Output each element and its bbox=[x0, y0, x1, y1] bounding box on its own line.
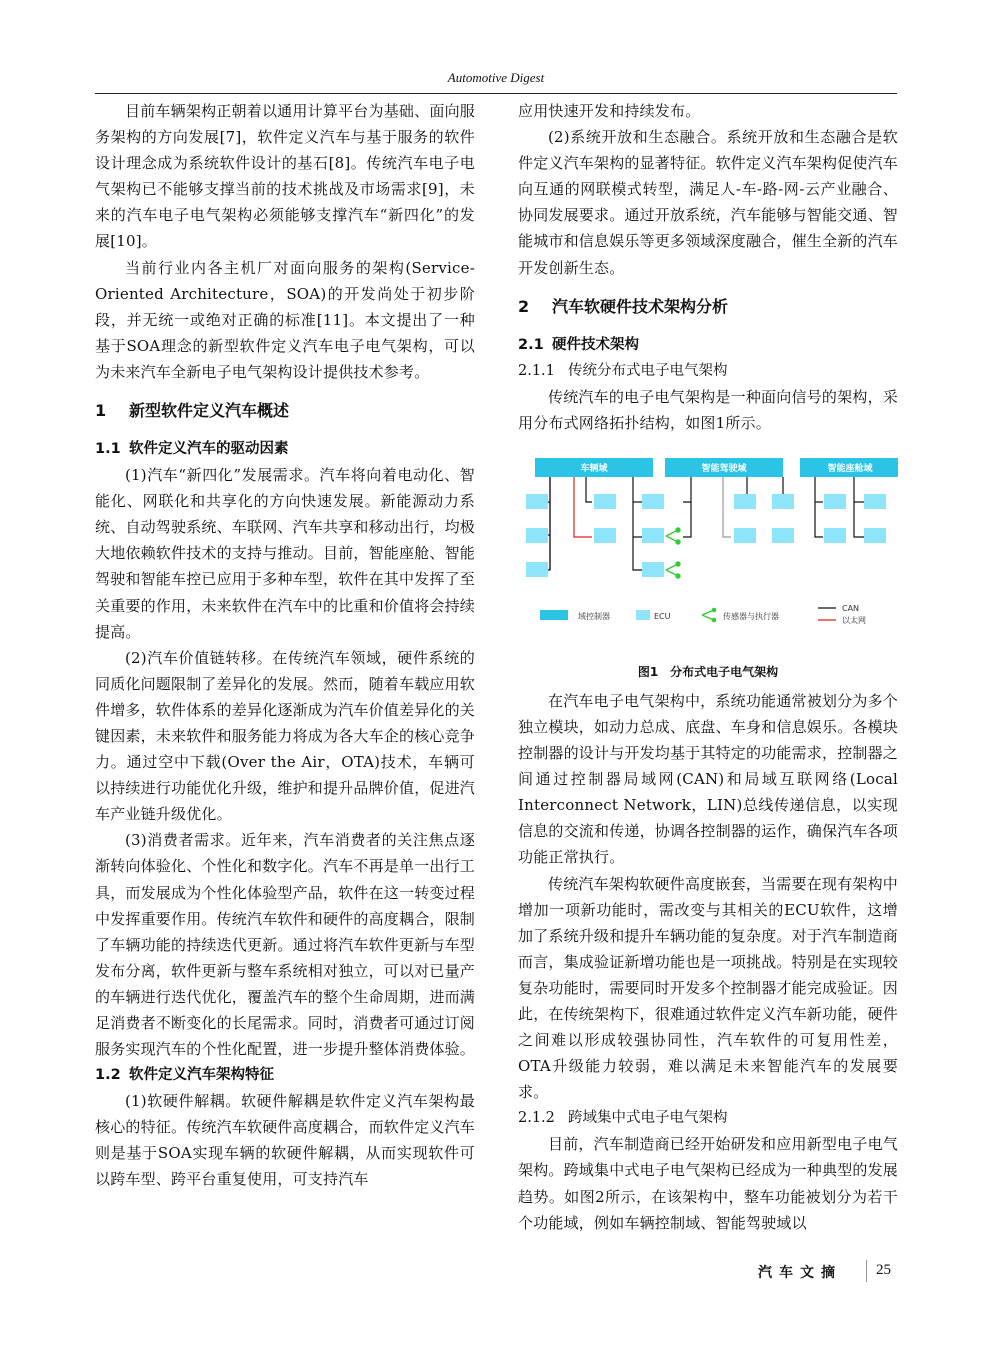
can-bus-lines bbox=[526, 477, 864, 570]
legend-domain-label: 域控制器 bbox=[578, 611, 610, 621]
section-heading-1: 1 新型软件定义汽车概述 bbox=[95, 401, 290, 421]
ecu-box bbox=[772, 528, 794, 543]
figure-caption: 图1 分布式电子电气架构 bbox=[637, 664, 779, 679]
ecu-box bbox=[734, 528, 756, 543]
paragraph: 目前车辆架构正朝着以通用计算平台为基础、面向服务架构的方向发展[7]，软件定义汽车与基于服务的软件设计理念成为系统软件设计的基石[8]。传统汽车电子电气架构已不能够支撑当前的技术挑战及市场需求[9]，未来的汽车电子电气架构必须能够支撑汽车“新四化”的发展[10]。 bbox=[95, 102, 475, 251]
ecu-box bbox=[594, 494, 616, 509]
grey-link bbox=[723, 477, 731, 537]
ecu-box bbox=[594, 528, 616, 543]
legend-eth-label: 以太网 bbox=[842, 615, 866, 625]
ecu-box bbox=[526, 528, 548, 543]
legend-domain-swatch bbox=[540, 610, 568, 620]
header-rule bbox=[95, 93, 897, 94]
paragraph: (2)汽车价值链转移。在传统汽车领域，硬件系统的同质化问题限制了差异化的发展。然而，随着车载应用软件增多，软件体系的差异化逐渐成为汽车价值差异化的关键因素，未来软件和服务能力将成为各大车企的核心竞争力。通过空中下载(Over the Air，OTA)技术，车辆可以持续进行功能优化升级，维护和提升品牌价值，促进汽车产业链升级优化。 bbox=[95, 648, 476, 824]
figure-1-diagram bbox=[518, 442, 898, 662]
left-column bbox=[95, 98, 475, 1193]
paragraph: (3)消费者需求。近年来，汽车消费者的关注焦点逐渐转向体验化、个性化和数字化。汽车不再是单一出行工具，而发展成为个性化体验型产品，软件在这一转变过程中发挥重要作用。传统汽车软件和硬件的高度耦合，限制了车辆功能的持续迭代更新。通过将汽车软件更新与车型发布分离，软件更新与整车系统相对独立，可以对已量产的车辆进行迭代优化，覆盖汽车的整个生命周期，进而满足消费者不断变化的长尾需求。同时，消费者可通过订阅服务实现汽车的个性化配置，进一步提升整体消费体验。 bbox=[95, 831, 476, 1059]
section-heading-1-2: 1.2 软件定义汽车架构特征 bbox=[95, 1067, 274, 1084]
ecu-box bbox=[824, 528, 846, 543]
section-heading-1-1: 1.1 软件定义汽车的驱动因素 bbox=[95, 441, 289, 458]
ecu-box bbox=[642, 528, 664, 543]
ecu-box bbox=[526, 562, 548, 577]
journal-name: 汽车文摘 bbox=[758, 1265, 842, 1281]
ecu-group bbox=[526, 494, 886, 577]
legend-can-label: CAN bbox=[842, 603, 860, 613]
legend-ecu-swatch bbox=[636, 610, 650, 620]
ecu-box bbox=[734, 494, 756, 509]
section-heading-2-1-2: 2.1.2 跨域集中式电子电气架构 bbox=[518, 1110, 728, 1127]
domain-label: 智能驾驶域 bbox=[701, 463, 747, 474]
paragraph: (2)系统开放和生态融合。系统开放和生态融合是软件定义汽车架构的显著特征。软件定义汽车架构促使汽车向互通的网联模式转型，满足人-车-路-网-云产业融合、协同发展要求。通过开放系统，汽车能够与智能交通、智能城市和信息娱乐等更多领域深度融合，催生全新的汽车开发创新生态。 bbox=[518, 128, 899, 277]
ecu-box bbox=[642, 562, 664, 577]
architecture-svg bbox=[518, 442, 898, 657]
legend-ecu-label: ECU bbox=[654, 611, 671, 621]
sensor-actuator-icons bbox=[666, 528, 680, 578]
paragraph: 当前行业内各主机厂对面向服务的架构(Service-Oriented Architecture，SOA)的开发尚处于初步阶段，并无统一或绝对正确的标准[11]。本文提出了一种基于SOA理念的新型软件定义汽车电子电气架构，可以为未来汽车全新电子电气架构设计提供技术参考。 bbox=[95, 258, 475, 381]
paragraph: 传统汽车架构软硬件高度嵌套，当需要在现有架构中增加一项新功能时，需改变与其相关的ECU软件，这增加了系统升级和提升车辆功能的复杂度。对于汽车制造商而言，集成验证新增功能也是一项挑战。特别是在实现较复杂功能时，需要同时开发多个控制器才能完成验证。因此，在传统架构下，很难通过软件定义汽车新功能，硬件之间难以形成较强协同性，汽车软件的可复用性差，OTA升级能力较弱，难以满足未来智能汽车的发展要求。 bbox=[518, 874, 899, 1102]
paragraph: (1)汽车“新四化”发展需求。汽车将向着电动化、智能化、网联化和共享化的方向快速发展。新能源动力系统、自动驾驶系统、车联网、汽车共享和移动出行，均极大地依赖软件技术的支持与推动。目前，智能座舱、智能驾驶和智能车控已应用于多种车型，软件在其中发挥了至关重要的作用，未来软件在汽车中的比重和价值将会持续提高。 bbox=[95, 466, 476, 641]
section-heading-2: 2 汽车软硬件技术架构分析 bbox=[518, 296, 729, 316]
section-heading-2-1-1: 2.1.1 传统分布式电子电气架构 bbox=[518, 362, 728, 379]
paragraph: (1)软硬件解耦。软硬件解耦是软件定义汽车架构最核心的特征。传统汽车软硬件高度耦合，而软件定义汽车则是基于SOA实现车辆的软硬件解耦，从而实现软件可以跨车型、跨平台重复使用，可支持汽车 bbox=[95, 1092, 476, 1189]
ecu-box bbox=[864, 528, 886, 543]
paragraph: 目前，汽车制造商已经开始研发和应用新型电子电气架构。跨域集中式电子电气架构已经成为一种典型的发展趋势。如图2所示，在该架构中，整车功能被划分为若干个功能域，例如车辆控制域、智能驾驶域以 bbox=[518, 1135, 899, 1232]
ecu-box bbox=[864, 494, 886, 509]
ecu-box bbox=[642, 494, 664, 509]
ethernet-lines bbox=[574, 477, 592, 537]
section-heading-2-1: 2.1 硬件技术架构 bbox=[518, 336, 639, 353]
footer-divider bbox=[866, 1260, 867, 1282]
domain-label: 车辆域 bbox=[580, 463, 608, 474]
domain-label: 智能座舱域 bbox=[827, 463, 873, 474]
paragraph: 在汽车电子电气架构中，系统功能通常被划分为多个独立模块，如动力总成、底盘、车身和信息娱乐。各模块控制器的设计与开发均基于其特定的功能需求，控制器之间通过控制器局域网(CAN)和局域互联网络(Local Interconnect Network，LIN)总线传递信息，以实现信息的交流和传递，协调各控制器的运作，确保汽车各项功能正常执行。 bbox=[518, 691, 899, 867]
legend-sensor-icon bbox=[702, 608, 716, 621]
paragraph: 应用快速开发和持续发布。 bbox=[518, 102, 701, 120]
ecu-box bbox=[824, 494, 846, 509]
page-number: 25 bbox=[876, 1262, 891, 1278]
legend-sensor-label: 传感器与执行器 bbox=[723, 611, 779, 621]
paragraph: 传统汽车的电子电气架构是一种面向信号的架构，采用分布式网络拓扑结构，如图1所示。 bbox=[518, 387, 898, 432]
right-column bbox=[518, 98, 898, 1236]
ecu-box bbox=[772, 494, 794, 509]
ecu-box bbox=[526, 494, 548, 509]
running-header: Automotive Digest bbox=[447, 70, 545, 85]
